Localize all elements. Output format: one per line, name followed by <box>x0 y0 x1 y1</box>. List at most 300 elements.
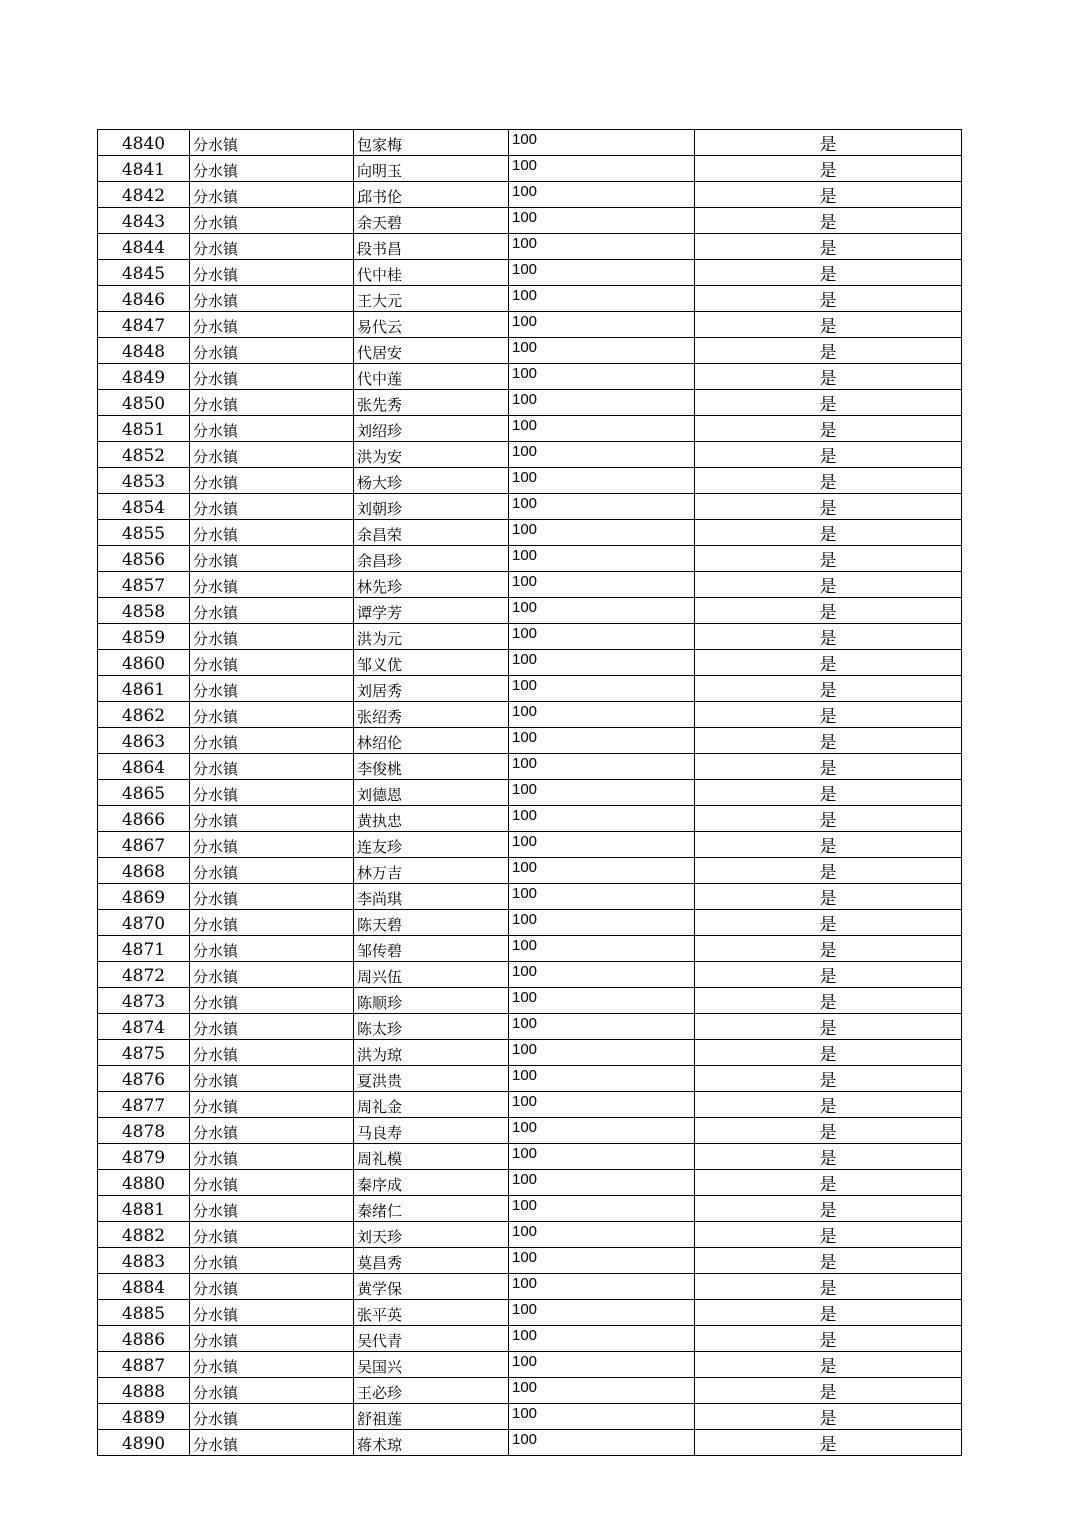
town-cell: 分水镇 <box>190 338 354 364</box>
row-number-cell: 4875 <box>98 1040 190 1066</box>
amount-cell: 100 <box>509 832 695 858</box>
name-cell: 杨大珍 <box>354 468 509 494</box>
row-number-cell: 4840 <box>98 130 190 156</box>
amount-cell: 100 <box>509 806 695 832</box>
row-number-cell: 4853 <box>98 468 190 494</box>
flag-cell: 是 <box>695 988 962 1014</box>
town-cell: 分水镇 <box>190 1222 354 1248</box>
table-row <box>98 364 962 390</box>
town-cell: 分水镇 <box>190 156 354 182</box>
flag-cell: 是 <box>695 182 962 208</box>
town-cell: 分水镇 <box>190 1352 354 1378</box>
table-row <box>98 832 962 858</box>
flag-cell: 是 <box>695 156 962 182</box>
table-row <box>98 676 962 702</box>
table-row <box>98 546 962 572</box>
amount-cell: 100 <box>509 312 695 338</box>
flag-cell: 是 <box>695 1118 962 1144</box>
row-number-cell: 4890 <box>98 1430 190 1456</box>
table-row <box>98 1066 962 1092</box>
town-cell: 分水镇 <box>190 1326 354 1352</box>
table-row <box>98 1014 962 1040</box>
row-number-cell: 4850 <box>98 390 190 416</box>
table-row <box>98 1300 962 1326</box>
name-cell: 洪为元 <box>354 624 509 650</box>
flag-cell: 是 <box>695 234 962 260</box>
flag-cell: 是 <box>695 208 962 234</box>
flag-cell: 是 <box>695 1404 962 1430</box>
flag-cell: 是 <box>695 806 962 832</box>
name-cell: 马良寿 <box>354 1118 509 1144</box>
town-cell: 分水镇 <box>190 364 354 390</box>
row-number-cell: 4874 <box>98 1014 190 1040</box>
town-cell: 分水镇 <box>190 234 354 260</box>
town-cell: 分水镇 <box>190 624 354 650</box>
table-row <box>98 468 962 494</box>
table-row <box>98 1196 962 1222</box>
flag-cell: 是 <box>695 494 962 520</box>
row-number-cell: 4885 <box>98 1300 190 1326</box>
table-row <box>98 234 962 260</box>
table-row <box>98 130 962 156</box>
name-cell: 代中莲 <box>354 364 509 390</box>
flag-cell: 是 <box>695 962 962 988</box>
table-row <box>98 442 962 468</box>
table-row <box>98 780 962 806</box>
town-cell: 分水镇 <box>190 1196 354 1222</box>
name-cell: 刘绍珍 <box>354 416 509 442</box>
amount-cell: 100 <box>509 624 695 650</box>
amount-cell: 100 <box>509 260 695 286</box>
table-row <box>98 806 962 832</box>
row-number-cell: 4869 <box>98 884 190 910</box>
name-cell: 陈顺珍 <box>354 988 509 1014</box>
town-cell: 分水镇 <box>190 1378 354 1404</box>
table-row <box>98 1352 962 1378</box>
flag-cell: 是 <box>695 416 962 442</box>
amount-cell: 100 <box>509 1118 695 1144</box>
name-cell: 周兴伍 <box>354 962 509 988</box>
row-number-cell: 4860 <box>98 650 190 676</box>
town-cell: 分水镇 <box>190 1040 354 1066</box>
name-cell: 吴代青 <box>354 1326 509 1352</box>
amount-cell: 100 <box>509 910 695 936</box>
row-number-cell: 4849 <box>98 364 190 390</box>
name-cell: 谭学芳 <box>354 598 509 624</box>
table-row <box>98 416 962 442</box>
flag-cell: 是 <box>695 1092 962 1118</box>
row-number-cell: 4855 <box>98 520 190 546</box>
name-cell: 余昌荣 <box>354 520 509 546</box>
flag-cell: 是 <box>695 468 962 494</box>
name-cell: 王必珍 <box>354 1378 509 1404</box>
amount-cell: 100 <box>509 1404 695 1430</box>
table-row <box>98 312 962 338</box>
flag-cell: 是 <box>695 520 962 546</box>
name-cell: 包家梅 <box>354 130 509 156</box>
table-row <box>98 728 962 754</box>
flag-cell: 是 <box>695 936 962 962</box>
flag-cell: 是 <box>695 650 962 676</box>
row-number-cell: 4862 <box>98 702 190 728</box>
town-cell: 分水镇 <box>190 572 354 598</box>
town-cell: 分水镇 <box>190 910 354 936</box>
table-row <box>98 286 962 312</box>
amount-cell: 100 <box>509 728 695 754</box>
row-number-cell: 4870 <box>98 910 190 936</box>
town-cell: 分水镇 <box>190 1404 354 1430</box>
flag-cell: 是 <box>695 130 962 156</box>
name-cell: 黄执忠 <box>354 806 509 832</box>
name-cell: 张平英 <box>354 1300 509 1326</box>
name-cell: 林绍伦 <box>354 728 509 754</box>
flag-cell: 是 <box>695 910 962 936</box>
town-cell: 分水镇 <box>190 936 354 962</box>
flag-cell: 是 <box>695 780 962 806</box>
amount-cell: 100 <box>509 1170 695 1196</box>
flag-cell: 是 <box>695 702 962 728</box>
amount-cell: 100 <box>509 1352 695 1378</box>
town-cell: 分水镇 <box>190 390 354 416</box>
amount-cell: 100 <box>509 286 695 312</box>
flag-cell: 是 <box>695 728 962 754</box>
table-row <box>98 988 962 1014</box>
town-cell: 分水镇 <box>190 130 354 156</box>
row-number-cell: 4848 <box>98 338 190 364</box>
town-cell: 分水镇 <box>190 1300 354 1326</box>
table-row <box>98 650 962 676</box>
town-cell: 分水镇 <box>190 416 354 442</box>
row-number-cell: 4887 <box>98 1352 190 1378</box>
amount-cell: 100 <box>509 572 695 598</box>
row-number-cell: 4844 <box>98 234 190 260</box>
row-number-cell: 4876 <box>98 1066 190 1092</box>
amount-cell: 100 <box>509 182 695 208</box>
town-cell: 分水镇 <box>190 1170 354 1196</box>
flag-cell: 是 <box>695 1222 962 1248</box>
name-cell: 李尚琪 <box>354 884 509 910</box>
table-row <box>98 1144 962 1170</box>
table-row <box>98 858 962 884</box>
flag-cell: 是 <box>695 286 962 312</box>
row-number-cell: 4854 <box>98 494 190 520</box>
row-number-cell: 4859 <box>98 624 190 650</box>
amount-cell: 100 <box>509 364 695 390</box>
table-row <box>98 1326 962 1352</box>
flag-cell: 是 <box>695 1326 962 1352</box>
name-cell: 余昌珍 <box>354 546 509 572</box>
name-cell: 邹传碧 <box>354 936 509 962</box>
town-cell: 分水镇 <box>190 1066 354 1092</box>
table-row <box>98 598 962 624</box>
name-cell: 代中桂 <box>354 260 509 286</box>
amount-cell: 100 <box>509 1300 695 1326</box>
row-number-cell: 4877 <box>98 1092 190 1118</box>
row-number-cell: 4847 <box>98 312 190 338</box>
amount-cell: 100 <box>509 1066 695 1092</box>
town-cell: 分水镇 <box>190 520 354 546</box>
row-number-cell: 4857 <box>98 572 190 598</box>
table-row <box>98 884 962 910</box>
flag-cell: 是 <box>695 1274 962 1300</box>
table-row <box>98 910 962 936</box>
amount-cell: 100 <box>509 1196 695 1222</box>
name-cell: 周礼金 <box>354 1092 509 1118</box>
table-body <box>98 130 962 1456</box>
name-cell: 张绍秀 <box>354 702 509 728</box>
row-number-cell: 4879 <box>98 1144 190 1170</box>
town-cell: 分水镇 <box>190 884 354 910</box>
town-cell: 分水镇 <box>190 208 354 234</box>
table-row <box>98 390 962 416</box>
amount-cell: 100 <box>509 442 695 468</box>
table-row <box>98 1404 962 1430</box>
town-cell: 分水镇 <box>190 806 354 832</box>
town-cell: 分水镇 <box>190 546 354 572</box>
amount-cell: 100 <box>509 754 695 780</box>
name-cell: 林先珍 <box>354 572 509 598</box>
town-cell: 分水镇 <box>190 702 354 728</box>
amount-cell: 100 <box>509 1378 695 1404</box>
flag-cell: 是 <box>695 598 962 624</box>
flag-cell: 是 <box>695 1144 962 1170</box>
name-cell: 洪为安 <box>354 442 509 468</box>
amount-cell: 100 <box>509 520 695 546</box>
name-cell: 代居安 <box>354 338 509 364</box>
row-number-cell: 4845 <box>98 260 190 286</box>
amount-cell: 100 <box>509 390 695 416</box>
row-number-cell: 4888 <box>98 1378 190 1404</box>
town-cell: 分水镇 <box>190 598 354 624</box>
town-cell: 分水镇 <box>190 1014 354 1040</box>
row-number-cell: 4880 <box>98 1170 190 1196</box>
flag-cell: 是 <box>695 338 962 364</box>
flag-cell: 是 <box>695 1248 962 1274</box>
flag-cell: 是 <box>695 260 962 286</box>
row-number-cell: 4864 <box>98 754 190 780</box>
row-number-cell: 4856 <box>98 546 190 572</box>
town-cell: 分水镇 <box>190 312 354 338</box>
flag-cell: 是 <box>695 1430 962 1456</box>
town-cell: 分水镇 <box>190 494 354 520</box>
amount-cell: 100 <box>509 1274 695 1300</box>
row-number-cell: 4846 <box>98 286 190 312</box>
flag-cell: 是 <box>695 390 962 416</box>
name-cell: 林万吉 <box>354 858 509 884</box>
name-cell: 陈天碧 <box>354 910 509 936</box>
row-number-cell: 4868 <box>98 858 190 884</box>
amount-cell: 100 <box>509 936 695 962</box>
amount-cell: 100 <box>509 1326 695 1352</box>
amount-cell: 100 <box>509 598 695 624</box>
town-cell: 分水镇 <box>190 754 354 780</box>
name-cell: 张先秀 <box>354 390 509 416</box>
amount-cell: 100 <box>509 988 695 1014</box>
name-cell: 洪为琼 <box>354 1040 509 1066</box>
flag-cell: 是 <box>695 1352 962 1378</box>
amount-cell: 100 <box>509 546 695 572</box>
town-cell: 分水镇 <box>190 1118 354 1144</box>
name-cell: 周礼模 <box>354 1144 509 1170</box>
row-number-cell: 4851 <box>98 416 190 442</box>
flag-cell: 是 <box>695 624 962 650</box>
table-row <box>98 1118 962 1144</box>
table-row <box>98 702 962 728</box>
table-row <box>98 1092 962 1118</box>
name-cell: 刘天珍 <box>354 1222 509 1248</box>
town-cell: 分水镇 <box>190 442 354 468</box>
table-row <box>98 494 962 520</box>
amount-cell: 100 <box>509 858 695 884</box>
name-cell: 向明玉 <box>354 156 509 182</box>
amount-cell: 100 <box>509 416 695 442</box>
flag-cell: 是 <box>695 1170 962 1196</box>
row-number-cell: 4872 <box>98 962 190 988</box>
name-cell: 蒋术琼 <box>354 1430 509 1456</box>
row-number-cell: 4852 <box>98 442 190 468</box>
table-row <box>98 1248 962 1274</box>
town-cell: 分水镇 <box>190 286 354 312</box>
flag-cell: 是 <box>695 754 962 780</box>
town-cell: 分水镇 <box>190 1430 354 1456</box>
table-row <box>98 156 962 182</box>
flag-cell: 是 <box>695 676 962 702</box>
flag-cell: 是 <box>695 442 962 468</box>
name-cell: 舒祖莲 <box>354 1404 509 1430</box>
table-row <box>98 1274 962 1300</box>
amount-cell: 100 <box>509 338 695 364</box>
amount-cell: 100 <box>509 1144 695 1170</box>
amount-cell: 100 <box>509 468 695 494</box>
name-cell: 邱书伦 <box>354 182 509 208</box>
amount-cell: 100 <box>509 1248 695 1274</box>
town-cell: 分水镇 <box>190 182 354 208</box>
name-cell: 易代云 <box>354 312 509 338</box>
flag-cell: 是 <box>695 364 962 390</box>
row-number-cell: 4858 <box>98 598 190 624</box>
amount-cell: 100 <box>509 702 695 728</box>
flag-cell: 是 <box>695 832 962 858</box>
name-cell: 刘居秀 <box>354 676 509 702</box>
town-cell: 分水镇 <box>190 650 354 676</box>
amount-cell: 100 <box>509 1430 695 1456</box>
amount-cell: 100 <box>509 650 695 676</box>
row-number-cell: 4878 <box>98 1118 190 1144</box>
town-cell: 分水镇 <box>190 260 354 286</box>
name-cell: 王大元 <box>354 286 509 312</box>
flag-cell: 是 <box>695 1066 962 1092</box>
name-cell: 黄学保 <box>354 1274 509 1300</box>
table-row <box>98 962 962 988</box>
town-cell: 分水镇 <box>190 676 354 702</box>
name-cell: 李俊桃 <box>354 754 509 780</box>
flag-cell: 是 <box>695 1378 962 1404</box>
row-number-cell: 4867 <box>98 832 190 858</box>
town-cell: 分水镇 <box>190 728 354 754</box>
amount-cell: 100 <box>509 1040 695 1066</box>
town-cell: 分水镇 <box>190 1274 354 1300</box>
name-cell: 余天碧 <box>354 208 509 234</box>
row-number-cell: 4882 <box>98 1222 190 1248</box>
table-row <box>98 1040 962 1066</box>
amount-cell: 100 <box>509 494 695 520</box>
amount-cell: 100 <box>509 234 695 260</box>
town-cell: 分水镇 <box>190 962 354 988</box>
name-cell: 连友珍 <box>354 832 509 858</box>
row-number-cell: 4884 <box>98 1274 190 1300</box>
name-cell: 刘德恩 <box>354 780 509 806</box>
table-row <box>98 1378 962 1404</box>
amount-cell: 100 <box>509 1092 695 1118</box>
flag-cell: 是 <box>695 312 962 338</box>
flag-cell: 是 <box>695 1300 962 1326</box>
row-number-cell: 4863 <box>98 728 190 754</box>
name-cell: 吴国兴 <box>354 1352 509 1378</box>
town-cell: 分水镇 <box>190 1248 354 1274</box>
table-row <box>98 338 962 364</box>
amount-cell: 100 <box>509 1014 695 1040</box>
town-cell: 分水镇 <box>190 858 354 884</box>
row-number-cell: 4841 <box>98 156 190 182</box>
town-cell: 分水镇 <box>190 780 354 806</box>
amount-cell: 100 <box>509 1222 695 1248</box>
row-number-cell: 4871 <box>98 936 190 962</box>
table-row <box>98 1430 962 1456</box>
row-number-cell: 4886 <box>98 1326 190 1352</box>
amount-cell: 100 <box>509 676 695 702</box>
amount-cell: 100 <box>509 962 695 988</box>
row-number-cell: 4881 <box>98 1196 190 1222</box>
name-cell: 陈太珍 <box>354 1014 509 1040</box>
town-cell: 分水镇 <box>190 988 354 1014</box>
amount-cell: 100 <box>509 156 695 182</box>
flag-cell: 是 <box>695 546 962 572</box>
amount-cell: 100 <box>509 130 695 156</box>
flag-cell: 是 <box>695 858 962 884</box>
name-cell: 夏洪贵 <box>354 1066 509 1092</box>
town-cell: 分水镇 <box>190 468 354 494</box>
table-row <box>98 936 962 962</box>
town-cell: 分水镇 <box>190 832 354 858</box>
row-number-cell: 4866 <box>98 806 190 832</box>
name-cell: 秦序成 <box>354 1170 509 1196</box>
amount-cell: 100 <box>509 208 695 234</box>
town-cell: 分水镇 <box>190 1092 354 1118</box>
table-row <box>98 1222 962 1248</box>
flag-cell: 是 <box>695 884 962 910</box>
table-row <box>98 182 962 208</box>
amount-cell: 100 <box>509 780 695 806</box>
name-cell: 秦绪仁 <box>354 1196 509 1222</box>
flag-cell: 是 <box>695 572 962 598</box>
row-number-cell: 4861 <box>98 676 190 702</box>
flag-cell: 是 <box>695 1196 962 1222</box>
table-row <box>98 260 962 286</box>
name-cell: 刘朝珍 <box>354 494 509 520</box>
table-row <box>98 754 962 780</box>
row-number-cell: 4873 <box>98 988 190 1014</box>
row-number-cell: 4865 <box>98 780 190 806</box>
table-row <box>98 208 962 234</box>
row-number-cell: 4843 <box>98 208 190 234</box>
row-number-cell: 4842 <box>98 182 190 208</box>
data-table <box>97 129 962 1456</box>
table-row <box>98 624 962 650</box>
flag-cell: 是 <box>695 1014 962 1040</box>
table-row <box>98 572 962 598</box>
name-cell: 邹义优 <box>354 650 509 676</box>
name-cell: 段书昌 <box>354 234 509 260</box>
